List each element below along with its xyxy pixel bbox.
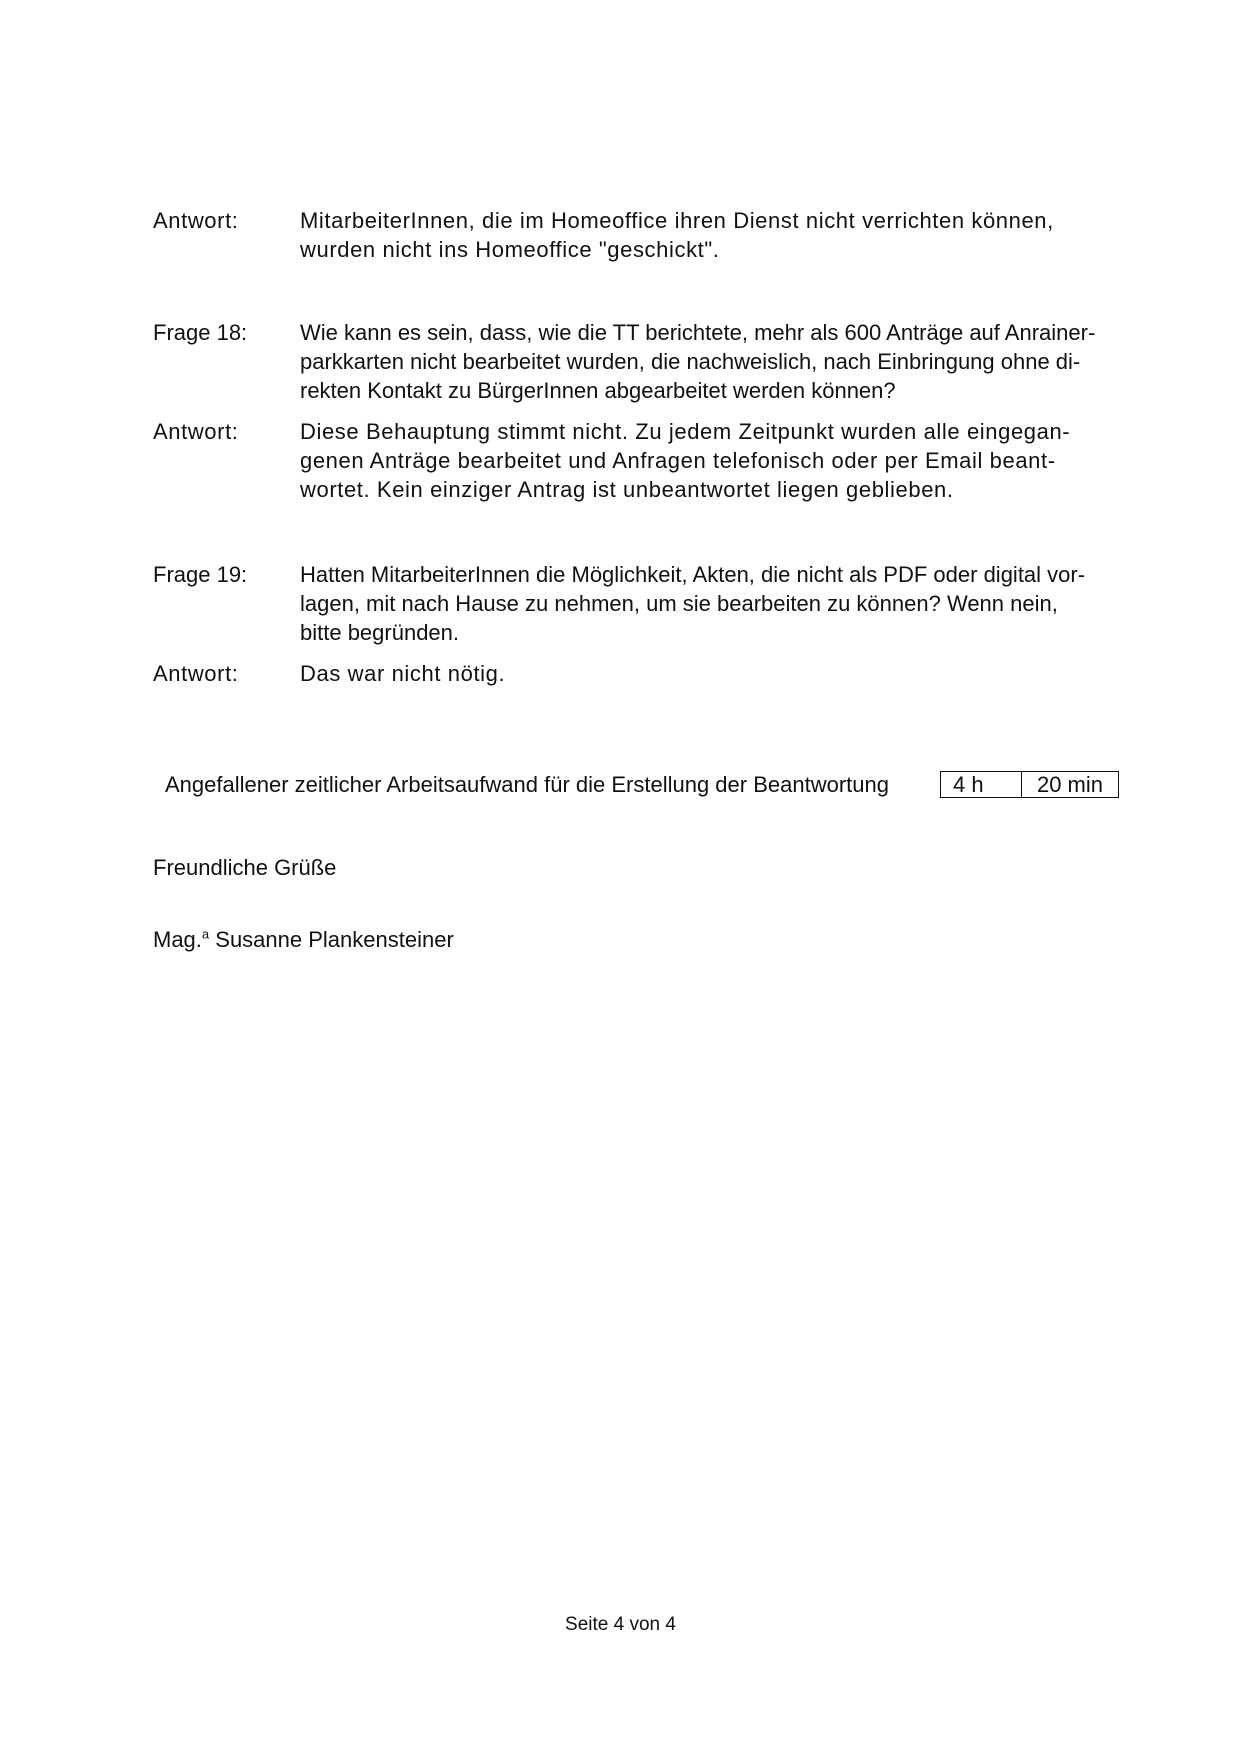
answer-19-block [153,659,1133,688]
signature-title-superscript: a [201,926,210,942]
effort-box [940,771,1119,798]
signature-name [153,925,454,954]
answer-19-text [300,659,1133,688]
question-19-block [153,560,1133,647]
effort-row [165,770,1119,799]
answer-19-line: Das war nicht nötig. [300,661,506,686]
answer-17-label: Antwort: [153,208,239,233]
question-18-label: Frage 18: [153,320,248,345]
answer-19-label: Antwort: [153,661,239,686]
answer-18-line: genen Anträge bearbeitet und Anfragen telefonisch oder per Email beant- [300,448,1056,473]
effort-minutes: 20 min [1036,772,1104,797]
answer-18-block [153,417,1133,504]
question-19-line: bitte begründen. [300,620,460,645]
question-19-line: Hatten MitarbeiterInnen die Möglichkeit, Akten, die nicht als PDF oder digital vor- [300,562,1086,587]
signature-person: Susanne Plankensteiner [209,927,454,952]
question-19-line: lagen, mit nach Hause zu nehmen, um sie bearbeiten zu können? Wenn nein, [300,591,1058,616]
answer-18-text [300,417,1133,504]
answer-18-label: Antwort: [153,419,239,444]
question-18-text [300,318,1133,405]
answer-18-line: wortet. Kein einziger Antrag ist unbeantwortet liegen geblieben. [300,477,954,502]
closing-greeting: Freundliche Grüße [153,855,337,880]
answer-17-text [300,206,1133,264]
question-18-line: Wie kann es sein, dass, wie die TT berichtete, mehr als 600 Anträge auf Anrainer- [300,320,1096,345]
question-18-block [153,318,1133,405]
effort-label: Angefallener zeitlicher Arbeitsaufwand für die Erstellung der Beantwortung [165,772,889,797]
page-number: Seite 4 von 4 [565,1614,676,1635]
answer-17-line: MitarbeiterInnen, die im Homeoffice ihren Dienst nicht verrichten können, [300,208,1054,233]
answer-17-line: wurden nicht ins Homeoffice "geschickt". [300,237,720,262]
question-19-label: Frage 19: [153,562,248,587]
effort-hours: 4 h [941,772,1022,797]
question-19-text [300,560,1133,647]
signature-title: Mag. [153,927,202,952]
answer-18-line: Diese Behauptung stimmt nicht. Zu jedem Zeitpunkt wurden alle eingegan- [300,419,1071,444]
answer-17-block [153,206,1133,264]
question-18-line: rekten Kontakt zu BürgerInnen abgearbeitet werden können? [300,378,896,403]
question-18-line: parkkarten nicht bearbeitet wurden, die nachweislich, nach Einbringung ohne di- [300,349,1081,374]
